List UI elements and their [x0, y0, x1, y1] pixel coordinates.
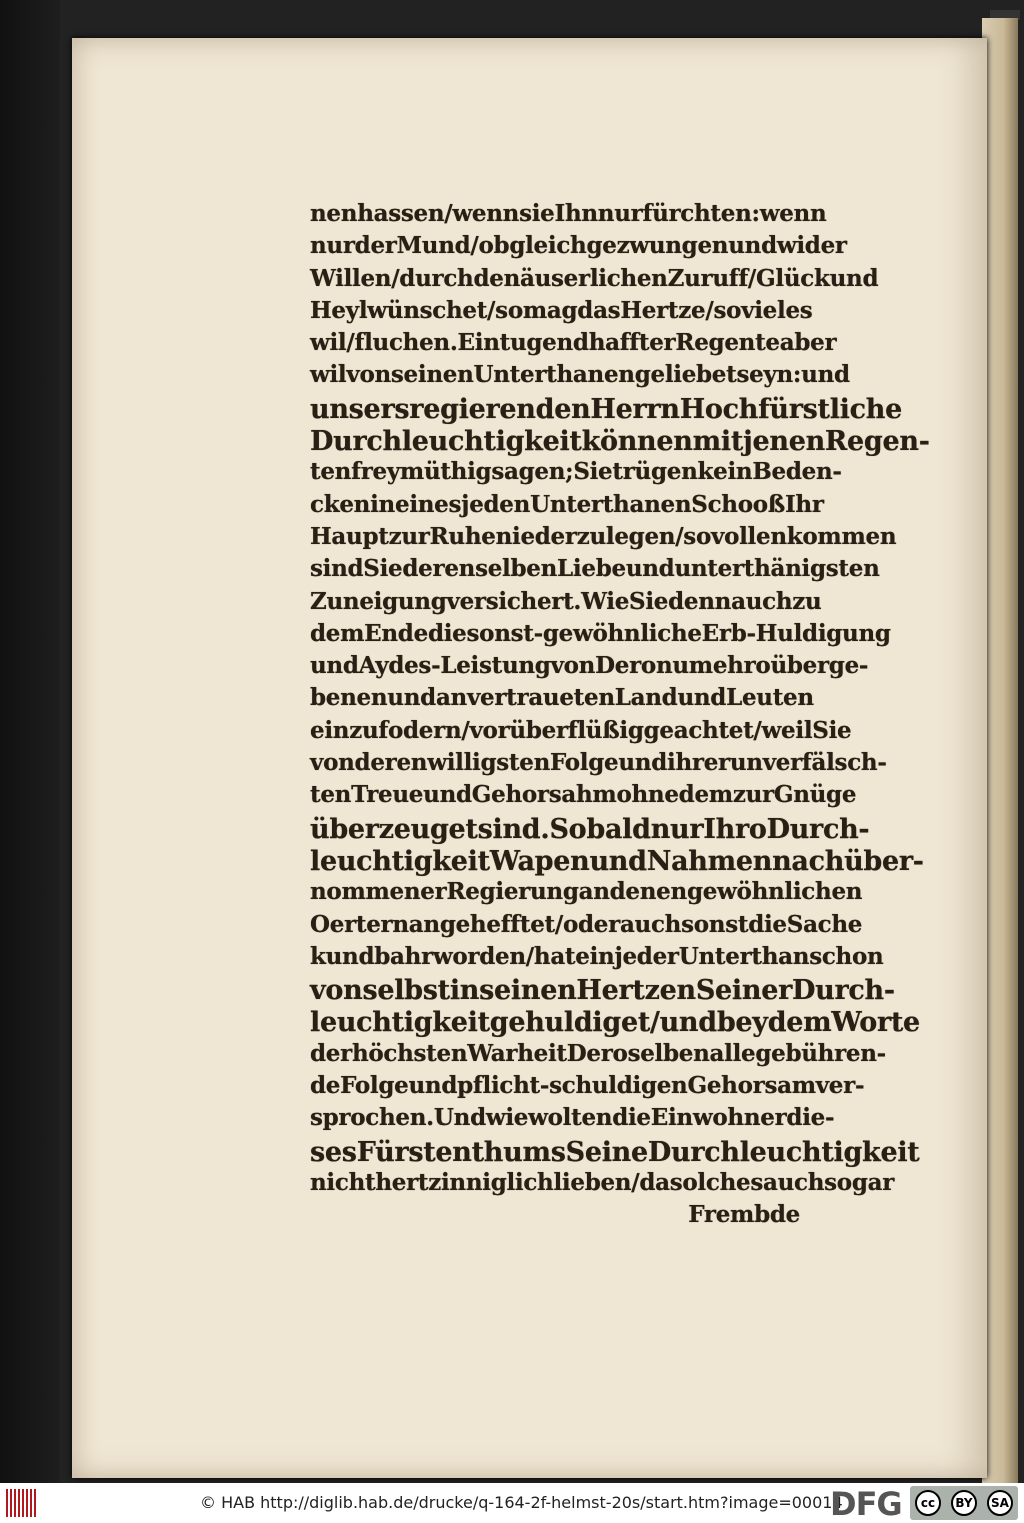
- copyright-url[interactable]: © HAB http://diglib.hab.de/drucke/q-164-2f-helmst-20s/start.htm?image=00014: [200, 1493, 843, 1512]
- word: Dero: [595, 652, 656, 680]
- word: Gehorsahm: [471, 781, 617, 809]
- word: Gnüge: [773, 781, 857, 809]
- word: mit: [692, 426, 744, 458]
- word: sagen;: [491, 458, 574, 486]
- word: ten: [310, 458, 352, 486]
- word: äuserlichen: [520, 264, 668, 292]
- word: fürchten:: [642, 200, 760, 227]
- text-line: [310, 490, 824, 523]
- dfg-logo: DFG: [830, 1485, 902, 1523]
- word: jeden: [461, 490, 531, 518]
- word: und: [728, 232, 777, 260]
- text-line: [310, 232, 847, 264]
- word: überge-: [770, 652, 869, 680]
- word: ses: [310, 1136, 357, 1168]
- word: wolten: [528, 1104, 613, 1132]
- word: höchsten: [351, 1039, 468, 1067]
- word: benen: [310, 684, 388, 712]
- word: und: [801, 361, 850, 389]
- word: Liebe: [557, 555, 626, 583]
- word: obgleich: [478, 232, 587, 260]
- word: so: [713, 296, 742, 324]
- text-line: [310, 587, 822, 620]
- page-right-edge: [982, 18, 1018, 1483]
- word: durch: [399, 264, 474, 292]
- word: seinen: [390, 361, 474, 389]
- word: versichert.: [446, 587, 582, 615]
- word: mag: [522, 296, 578, 324]
- word: es: [785, 296, 813, 324]
- word: da: [639, 1168, 670, 1196]
- word: Schooß: [691, 490, 785, 518]
- word: und: [659, 1007, 717, 1039]
- word: Unterthanen: [530, 490, 692, 518]
- word: von: [346, 361, 391, 389]
- word: angehefftet/: [408, 910, 563, 938]
- word: können: [581, 426, 693, 458]
- word: Und: [433, 1104, 486, 1132]
- text-line: [310, 781, 857, 813]
- word: lieben/: [553, 1168, 640, 1196]
- word: Hertzen: [576, 975, 696, 1007]
- word: Regen-: [824, 426, 930, 458]
- word: Durch-: [792, 975, 895, 1007]
- word: überzeuget: [310, 813, 478, 845]
- word: leuchtigkeit: [310, 845, 490, 877]
- by-icon: BY: [951, 1490, 977, 1516]
- word: viel: [741, 296, 786, 324]
- word: Seiner: [695, 975, 793, 1007]
- word: de: [310, 1072, 341, 1100]
- word: niederzulegen/: [495, 522, 684, 550]
- text-line: [310, 361, 850, 393]
- word: gebühren-: [755, 1039, 886, 1067]
- text-line: [310, 813, 870, 846]
- word: leuchtigkeit: [310, 1007, 490, 1039]
- cc-icon: cc: [915, 1490, 941, 1516]
- word: Land: [614, 684, 678, 712]
- word: Ende: [364, 619, 428, 647]
- word: sprochen.: [310, 1104, 434, 1132]
- word: zur: [732, 781, 774, 809]
- footer-bar: [0, 1483, 1024, 1523]
- word: Ihn: [554, 200, 598, 227]
- text-line: [310, 749, 887, 781]
- word: in: [370, 490, 395, 518]
- word: aber: [779, 329, 837, 357]
- word: auch: [762, 1168, 825, 1196]
- word: Leuten: [726, 684, 814, 712]
- word: Ein: [457, 329, 500, 357]
- word: tugendhaffter: [499, 329, 676, 357]
- word: gar: [851, 1168, 895, 1196]
- word: geachtet/: [643, 716, 762, 744]
- word: Regente: [675, 329, 780, 357]
- word: regierenden: [409, 393, 591, 425]
- text-line: [310, 942, 884, 975]
- word: Ihr: [784, 490, 824, 518]
- word: auch: [619, 910, 682, 938]
- word: jenen: [743, 426, 825, 458]
- word: Nahmen: [646, 845, 773, 877]
- word: Regierung: [446, 878, 579, 906]
- word: von: [310, 749, 355, 777]
- word: gewöhnlichen: [686, 878, 863, 906]
- word: bald: [586, 813, 651, 845]
- text-line: [310, 652, 869, 684]
- word: So: [549, 813, 587, 845]
- word: wider: [776, 232, 847, 260]
- text-line: [310, 200, 827, 232]
- word: vor: [469, 716, 510, 744]
- word: gezwungen: [586, 232, 729, 260]
- word: und: [589, 845, 647, 877]
- sa-icon: SA: [987, 1490, 1013, 1516]
- text-line: [310, 878, 863, 910]
- word: alle: [709, 1039, 756, 1067]
- word: und: [625, 555, 675, 583]
- word: Fürstenthums: [356, 1136, 566, 1168]
- word: der: [310, 1039, 352, 1067]
- word: sie: [519, 200, 555, 227]
- word: Sie: [629, 587, 669, 615]
- word: Glück: [756, 264, 830, 292]
- word: ohnedem: [616, 781, 733, 809]
- word: Worte: [831, 1007, 920, 1039]
- text-line: [310, 1168, 895, 1201]
- word: nicht: [310, 1168, 376, 1196]
- word: kundbahr: [310, 942, 433, 970]
- word: so: [495, 296, 523, 324]
- text-line: [310, 555, 880, 587]
- word: so: [824, 1168, 852, 1196]
- word: jeder: [614, 942, 679, 970]
- word: wenn: [452, 200, 520, 227]
- word: sonst-gewöhnliche: [466, 619, 702, 647]
- word: Gehorsam: [687, 1072, 816, 1100]
- word: sind.: [477, 813, 550, 845]
- word: über-: [844, 845, 924, 877]
- word: pflicht-schuldigen: [457, 1072, 688, 1100]
- word: derenselben: [402, 555, 558, 583]
- word: so: [683, 522, 711, 550]
- word: numehro: [655, 652, 771, 680]
- word: an: [578, 878, 610, 906]
- word: einzufodern/: [310, 716, 470, 744]
- word: worden/: [432, 942, 534, 970]
- word: denn: [668, 587, 732, 615]
- word: freymüthig: [351, 458, 492, 486]
- word: dem: [767, 1007, 832, 1039]
- word: und: [677, 684, 727, 712]
- word: Folge: [550, 749, 619, 777]
- word: Herrn: [590, 393, 680, 425]
- word: den: [473, 264, 520, 292]
- text-line: [310, 1072, 865, 1104]
- word: seinen: [479, 975, 577, 1007]
- word: unterthänigsten: [674, 555, 880, 583]
- text-line: [310, 684, 814, 716]
- word: Mund/: [396, 232, 479, 260]
- text-line: [310, 393, 902, 426]
- word: zur: [388, 522, 430, 550]
- word: nommener: [310, 878, 447, 906]
- word: wil: [310, 361, 347, 389]
- word: seyn:: [736, 361, 802, 389]
- text-line: [310, 1007, 920, 1039]
- word: Durch-: [766, 813, 870, 845]
- word: solches: [669, 1168, 763, 1196]
- word: nach: [772, 845, 845, 877]
- word: ein: [575, 942, 615, 970]
- word: in: [449, 975, 480, 1007]
- word: ihrer: [667, 749, 730, 777]
- word: Folge: [340, 1072, 409, 1100]
- word: geliebet: [634, 361, 737, 389]
- word: sonst: [681, 910, 749, 938]
- word: nen: [310, 200, 358, 227]
- word: Hochfürstliche: [679, 393, 902, 425]
- word: Warheit: [467, 1039, 567, 1067]
- word: Zuneigung: [310, 587, 447, 615]
- word: Wie: [581, 587, 630, 615]
- text-line: [310, 522, 897, 555]
- word: und: [618, 749, 668, 777]
- word: Treue: [351, 781, 424, 809]
- word: Beden-: [752, 458, 842, 486]
- word: trügen: [612, 458, 698, 486]
- text-line: [310, 619, 891, 652]
- word: willigsten: [427, 749, 550, 777]
- word: hassen/: [357, 200, 453, 227]
- word: Heyl: [310, 296, 368, 324]
- word: eines: [394, 490, 462, 518]
- word: überflüßig: [509, 716, 644, 744]
- word: der: [354, 232, 397, 260]
- word: nur: [650, 813, 704, 845]
- word: cken: [310, 490, 371, 518]
- page-text: [310, 200, 930, 1240]
- word: das: [577, 296, 621, 324]
- word: Frembde: [688, 1201, 800, 1229]
- word: selbst: [362, 975, 450, 1007]
- word: Einwohner: [650, 1104, 787, 1132]
- word: wenn: [759, 200, 827, 227]
- word: Seine: [565, 1136, 648, 1168]
- word: Ihro: [703, 813, 767, 845]
- word: Durchleuchtigkeit: [310, 426, 582, 458]
- cc-license-badge[interactable]: [910, 1486, 1018, 1520]
- word: Sie: [363, 555, 403, 583]
- word: von: [310, 975, 363, 1007]
- text-line: [310, 329, 837, 361]
- word: zu: [792, 587, 822, 615]
- word: deren: [354, 749, 428, 777]
- word: Wapen: [489, 845, 590, 877]
- word: sind: [310, 555, 364, 583]
- word: ver-: [815, 1072, 865, 1100]
- word: Unterthan: [678, 942, 810, 970]
- hab-logo: [6, 1487, 38, 1519]
- word: schon: [809, 942, 884, 970]
- word: und: [310, 652, 359, 680]
- word: und: [408, 1072, 458, 1100]
- text-line: [310, 458, 842, 490]
- word: Oertern: [310, 910, 409, 938]
- text-line: [310, 1201, 800, 1233]
- word: bey: [716, 1007, 768, 1039]
- word: Deroselben: [566, 1039, 710, 1067]
- text-line: [310, 1136, 920, 1169]
- word: Aydes-Leistung: [358, 652, 551, 680]
- word: Erb-Huldigung: [701, 619, 891, 647]
- text-line: [310, 910, 863, 943]
- word: Haupt: [310, 522, 389, 550]
- word: Ruhe: [429, 522, 496, 550]
- text-line: [310, 975, 895, 1007]
- word: weil: [761, 716, 813, 744]
- word: nur: [597, 200, 643, 227]
- text-line: [310, 296, 813, 329]
- word: gehuldiget/: [489, 1007, 660, 1039]
- word: ten: [310, 781, 352, 809]
- word: die: [748, 910, 787, 938]
- word: anvertraueten: [435, 684, 615, 712]
- text-line: [310, 1104, 835, 1136]
- word: wünschet/: [367, 296, 496, 324]
- word: kein: [697, 458, 753, 486]
- word: die: [612, 1104, 651, 1132]
- word: Durchleuchtigkeit: [647, 1136, 920, 1168]
- word: die-: [786, 1104, 835, 1132]
- word: dem: [310, 619, 365, 647]
- word: unsers: [310, 393, 410, 425]
- word: hertzinniglich: [375, 1168, 554, 1196]
- word: auch: [731, 587, 793, 615]
- word: wil/: [310, 329, 355, 357]
- word: nur: [310, 232, 355, 260]
- word: vollenkommen: [711, 522, 897, 550]
- text-line: [310, 1039, 886, 1072]
- word: wie: [485, 1104, 529, 1132]
- word: Zuruff/: [667, 264, 757, 292]
- word: denen: [609, 878, 687, 906]
- word: und: [829, 264, 879, 292]
- word: Unterthanen: [473, 361, 635, 389]
- word: von: [550, 652, 596, 680]
- word: und: [423, 781, 472, 809]
- text-line: [310, 264, 879, 297]
- word: hat: [533, 942, 576, 970]
- word: Willen/: [310, 264, 400, 292]
- text-line: [310, 845, 924, 878]
- word: unverfälsch-: [729, 749, 887, 777]
- word: oder: [562, 910, 620, 938]
- word: und: [387, 684, 436, 712]
- word: die: [427, 619, 467, 647]
- word: Sie: [573, 458, 613, 486]
- text-line: [310, 426, 930, 458]
- word: Sache: [786, 910, 863, 938]
- word: fluchen.: [354, 329, 458, 357]
- text-line: [310, 716, 852, 749]
- spine-shadow: [0, 0, 60, 1483]
- word: Hertze/: [620, 296, 714, 324]
- word: Sie: [812, 716, 852, 744]
